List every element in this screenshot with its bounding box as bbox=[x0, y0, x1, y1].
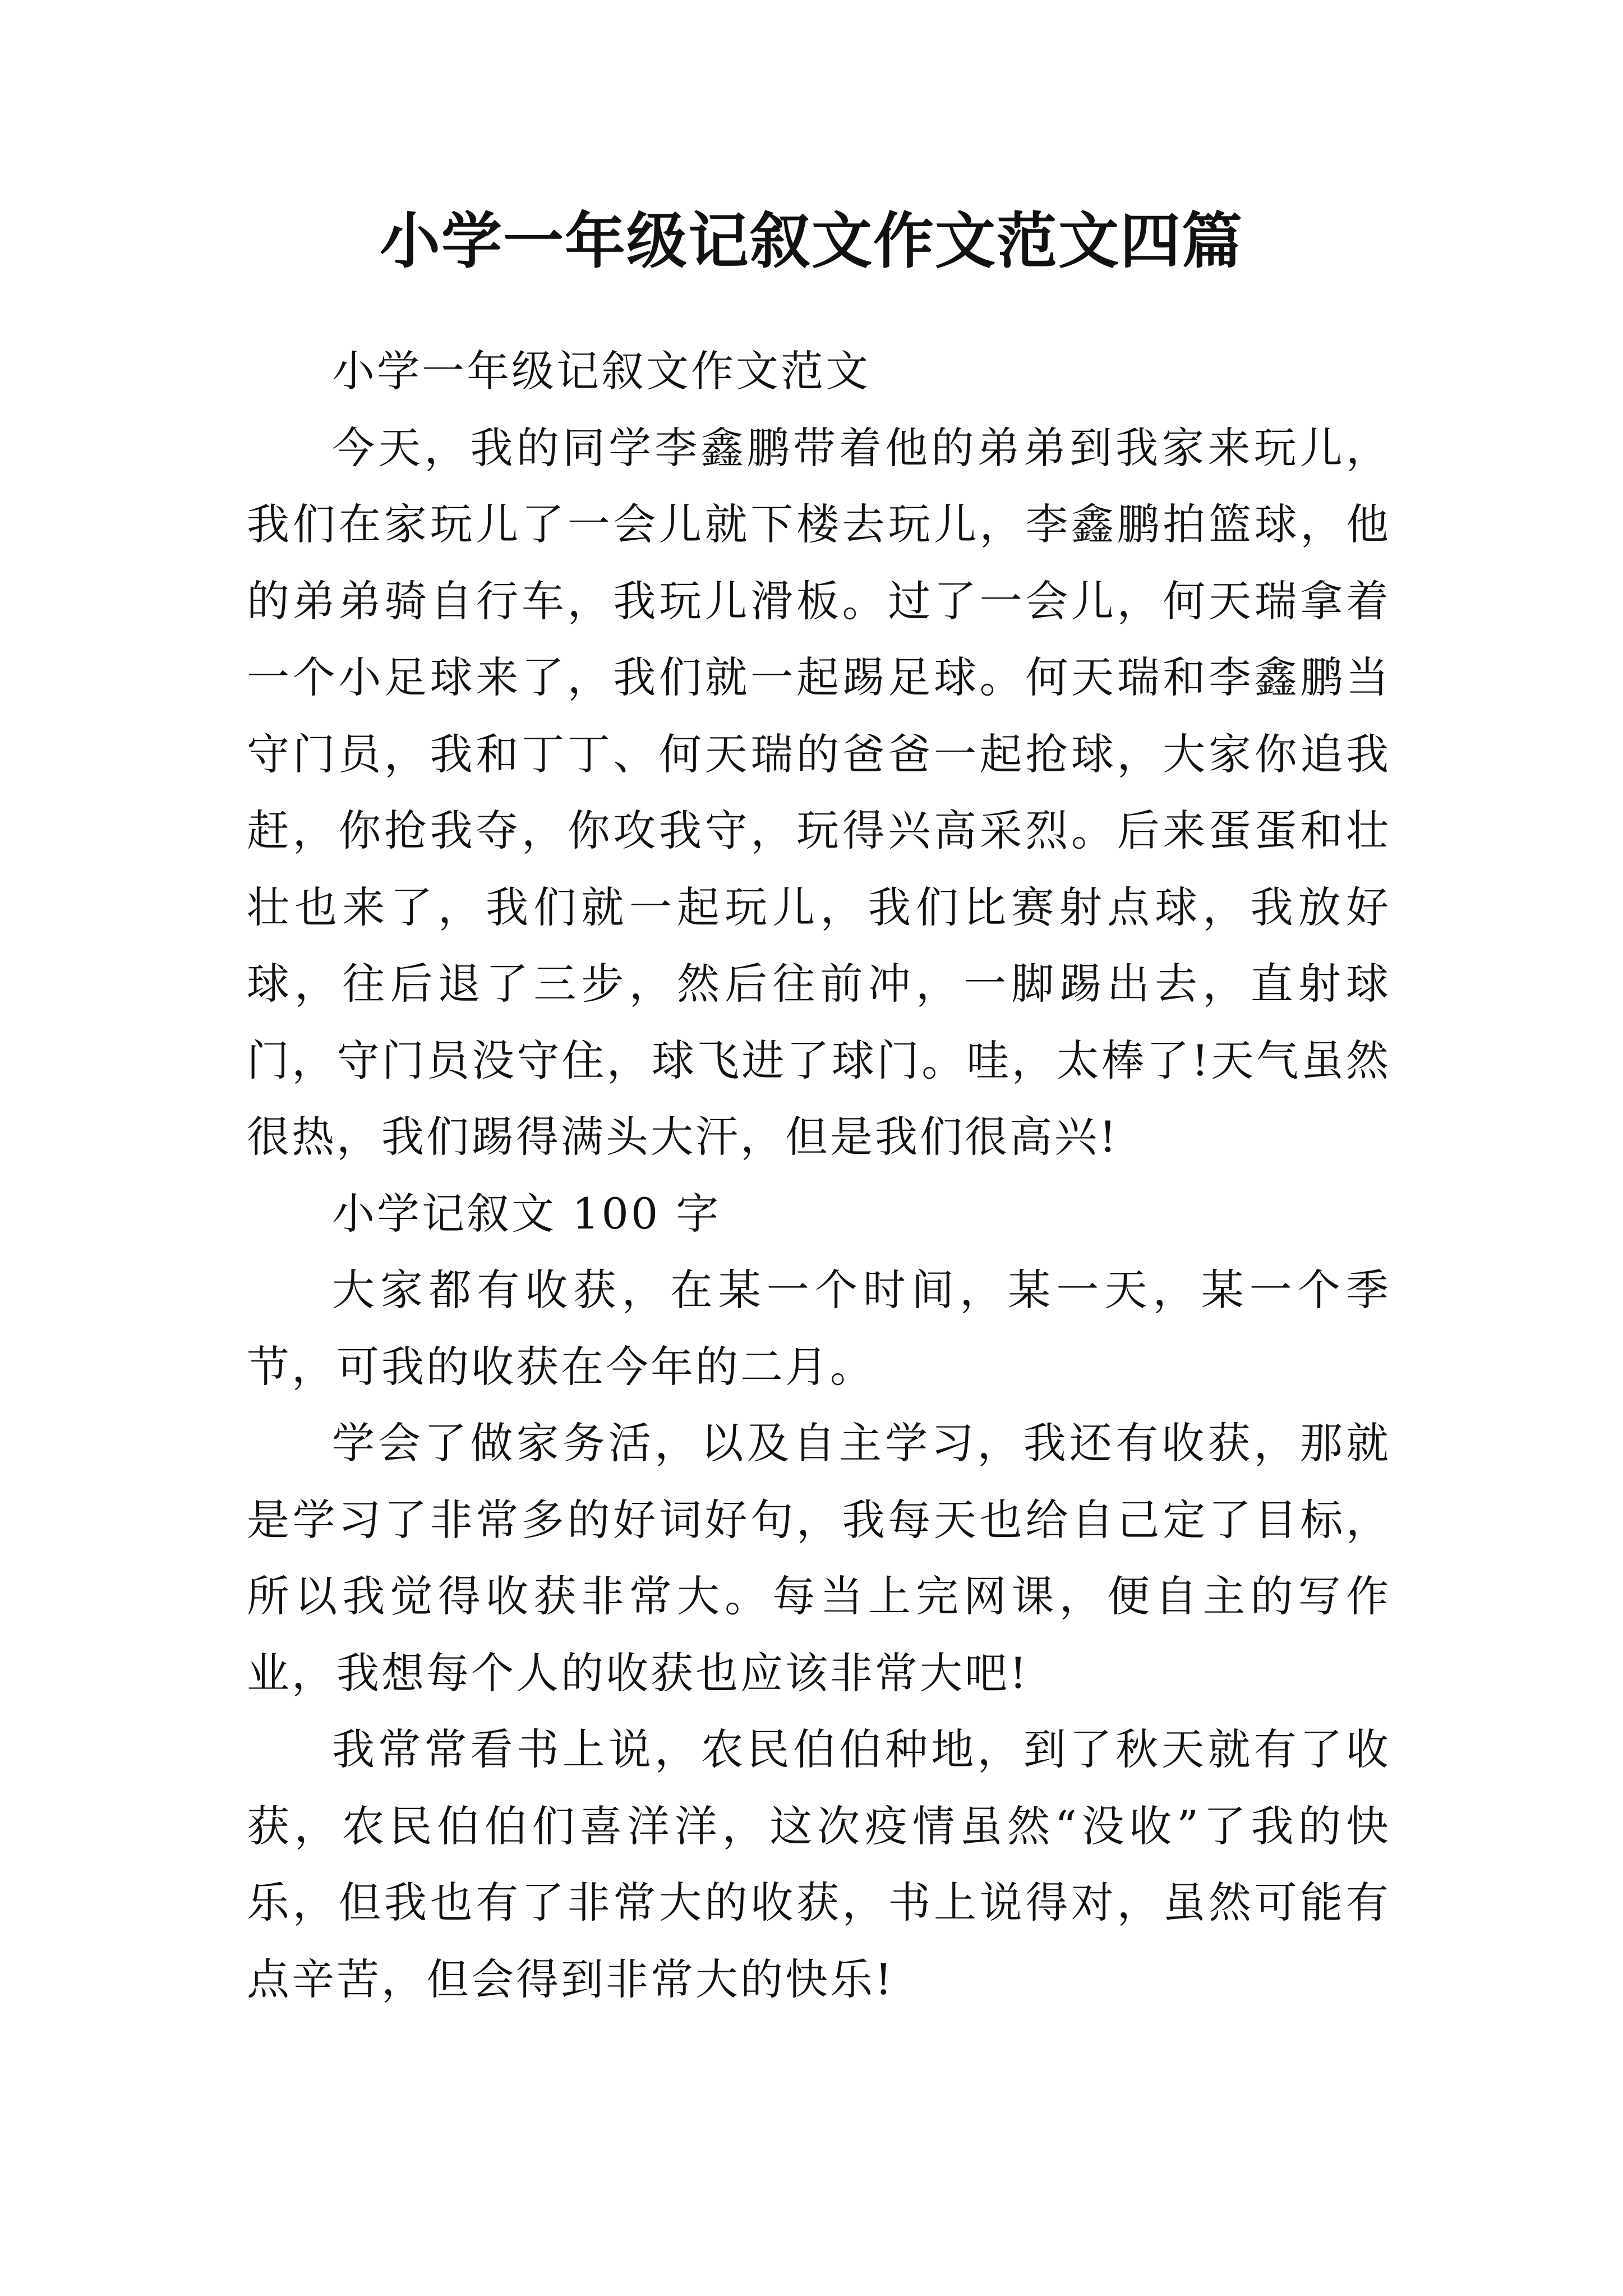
document-title: 小学一年级记叙文作文范文四篇 bbox=[379, 206, 1243, 277]
section-heading-2: 小学记叙文 100 字 bbox=[332, 1188, 721, 1239]
document-body bbox=[247, 333, 1391, 2018]
paragraph-3: 学会了做家务活，以及自主学习，我还有收获，那就是学习了非常多的好词好句，我每天也给自己定了目标，所以我觉得收获非常大。每当上完网课，便自主的写作业，我想每个人的收获也应该非常大吧! bbox=[247, 1418, 1391, 1698]
paragraph-1: 今天，我的同学李鑫鹏带着他的弟弟到我家来玩儿，我们在家玩儿了一会儿就下楼去玩儿，李鑫鹏拍篮球，他的弟弟骑自行车，我玩儿滑板。过了一会儿，何天瑞拿着一个小足球来了，我们就一起踢足球。何天瑞和李鑫鹏当守门员，我和丁丁、何天瑞的爸爸一起抢球，大家你追我赶，你抢我夺，你攻我守，玩得兴高采烈。后来蛋蛋和壮壮也来了，我们就一起玩儿，我们比赛射点球，我放好球，往后退了三步，然后往前冲，一脚踢出去，直射球门，守门员没守住，球飞进了球门。哇，太棒了!天气虽然很热，我们踢得满头大汗，但是我们很高兴! bbox=[247, 422, 1391, 1162]
paragraph-4: 我常常看书上说，农民伯伯种地，到了秋天就有了收获，农民伯伯们喜洋洋，这次疫情虽然“没收”了我的快乐，但我也有了非常大的收获，书上说得对，虽然可能有点辛苦，但会得到非常大的快乐! bbox=[247, 1724, 1391, 2004]
paragraph-2: 大家都有收获，在某一个时间，某一天，某一个季节，可我的收获在今年的二月。 bbox=[247, 1265, 1391, 1392]
section-heading-1: 小学一年级记叙文作文范文 bbox=[332, 346, 870, 396]
